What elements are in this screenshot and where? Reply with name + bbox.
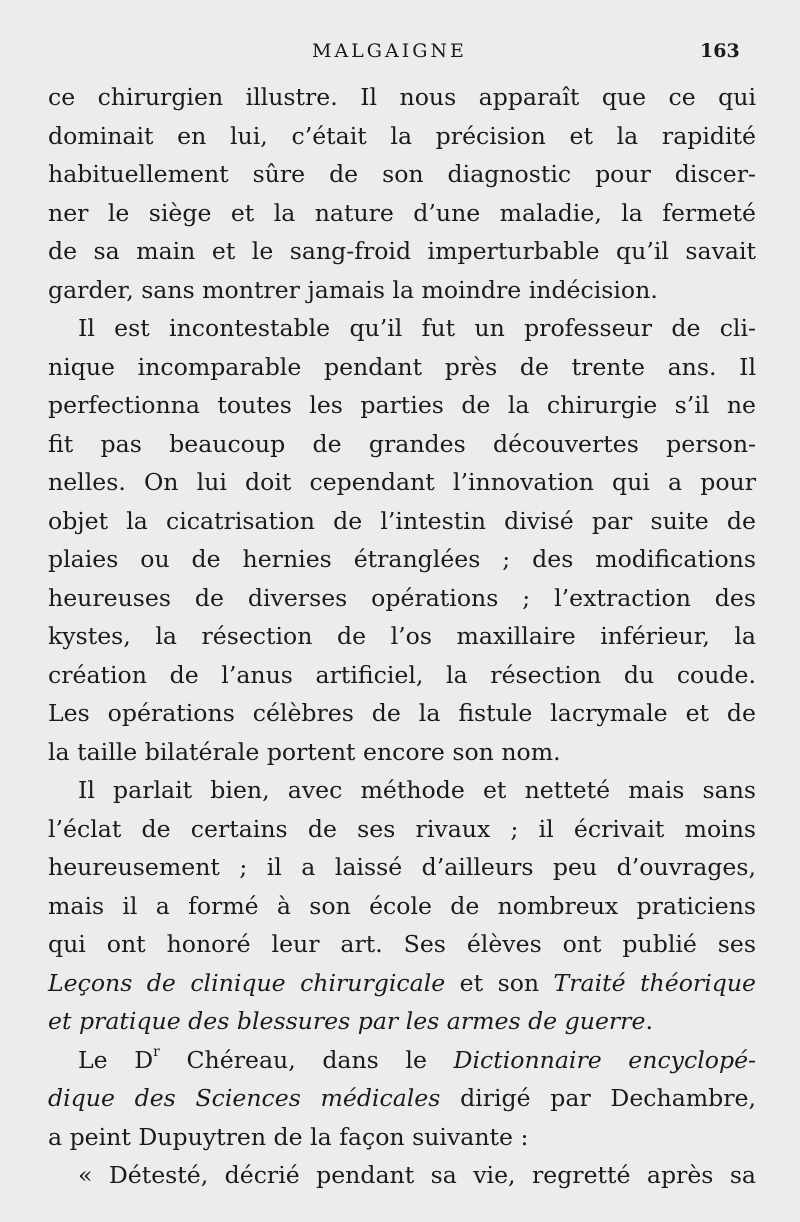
page-body	[48, 78, 756, 1195]
text-line: Il est incontestable qu’il fut un professeur de cli-	[78, 314, 756, 342]
text-line	[48, 964, 756, 1003]
text-line: la taille bilatérale portent encore son nom.	[48, 737, 561, 766]
text-line: l’éclat de certains de ses rivaux ; il écrivait moins	[48, 814, 756, 843]
text-line: garder, sans montrer jamais la moindre indécision.	[48, 275, 658, 304]
text-fragment: .	[645, 1007, 653, 1035]
text-line: mais il a formé à son école de nombreux praticiens	[48, 891, 756, 920]
text-line	[48, 1002, 756, 1041]
text-line: ner le siège et la nature d’une maladie, la fermeté	[48, 198, 756, 227]
text-line: objet la cicatrisation de l’intestin divisé par suite de	[48, 506, 756, 535]
book-title-italic: et pratique des blessures par les armes de guerre	[48, 1007, 646, 1035]
text-line: a peint Dupuytren de la façon suivante :	[48, 1122, 529, 1151]
text-line: ce chirurgien illustre. Il nous apparaît que ce qui	[48, 83, 756, 111]
book-title-italic: dique des Sciences médicales	[48, 1084, 441, 1112]
page-number: 163	[700, 40, 740, 62]
text-line: qui ont honoré leur art. Ses élèves ont publié ses	[48, 930, 756, 958]
text-line	[48, 1079, 756, 1118]
page-header	[0, 40, 800, 70]
text-line: fit pas beaucoup de grandes découvertes person-	[48, 429, 756, 458]
text-line: heureusement ; il a laissé d’ailleurs peu d’ouvrages,	[48, 853, 756, 881]
text-line: perfectionna toutes les parties de la chirurgie s’il ne	[48, 391, 756, 419]
text-line: nique incomparable pendant près de trente ans. Il	[48, 352, 756, 381]
text-fragment: Le D	[78, 1045, 154, 1074]
text-line: Les opérations célèbres de la fistule lacrymale et de	[48, 699, 756, 727]
text-line: création de l’anus artificiel, la résection du coude.	[48, 660, 756, 689]
text-fragment: dirigé par Dechambre,	[440, 1084, 756, 1112]
book-title-italic: Leçons de clinique chirurgicale	[48, 968, 446, 997]
text-fragment: et son	[445, 968, 554, 997]
text-line: nelles. On lui doit cependant l’innovation qui a pour	[48, 468, 756, 496]
text-line: heureuses de diverses opérations ; l’extraction des	[48, 583, 756, 612]
book-title-italic: Traité théorique	[553, 968, 756, 997]
text-line: habituellement sûre de son diagnostic pour discer-	[48, 160, 756, 188]
text-line	[48, 1041, 756, 1080]
text-line: « Détesté, décrié pendant sa vie, regretté après sa	[78, 1161, 756, 1189]
book-title-italic: Dictionnaire encyclopé-	[453, 1045, 757, 1074]
text-fragment: Chéreau, dans le	[159, 1045, 454, 1074]
superscript: r	[153, 1043, 160, 1060]
text-line: dominait en lui, c’était la précision et la rapidité	[48, 121, 756, 150]
running-head: MALGAIGNE	[312, 40, 467, 62]
text-line: Il parlait bien, avec méthode et netteté mais sans	[78, 776, 756, 804]
text-line: kystes, la résection de l’os maxillaire inférieur, la	[48, 622, 756, 650]
text-line: plaies ou de hernies étranglées ; des modifications	[48, 545, 756, 573]
text-line: de sa main et le sang-froid imperturbable qu’il savait	[48, 237, 756, 265]
